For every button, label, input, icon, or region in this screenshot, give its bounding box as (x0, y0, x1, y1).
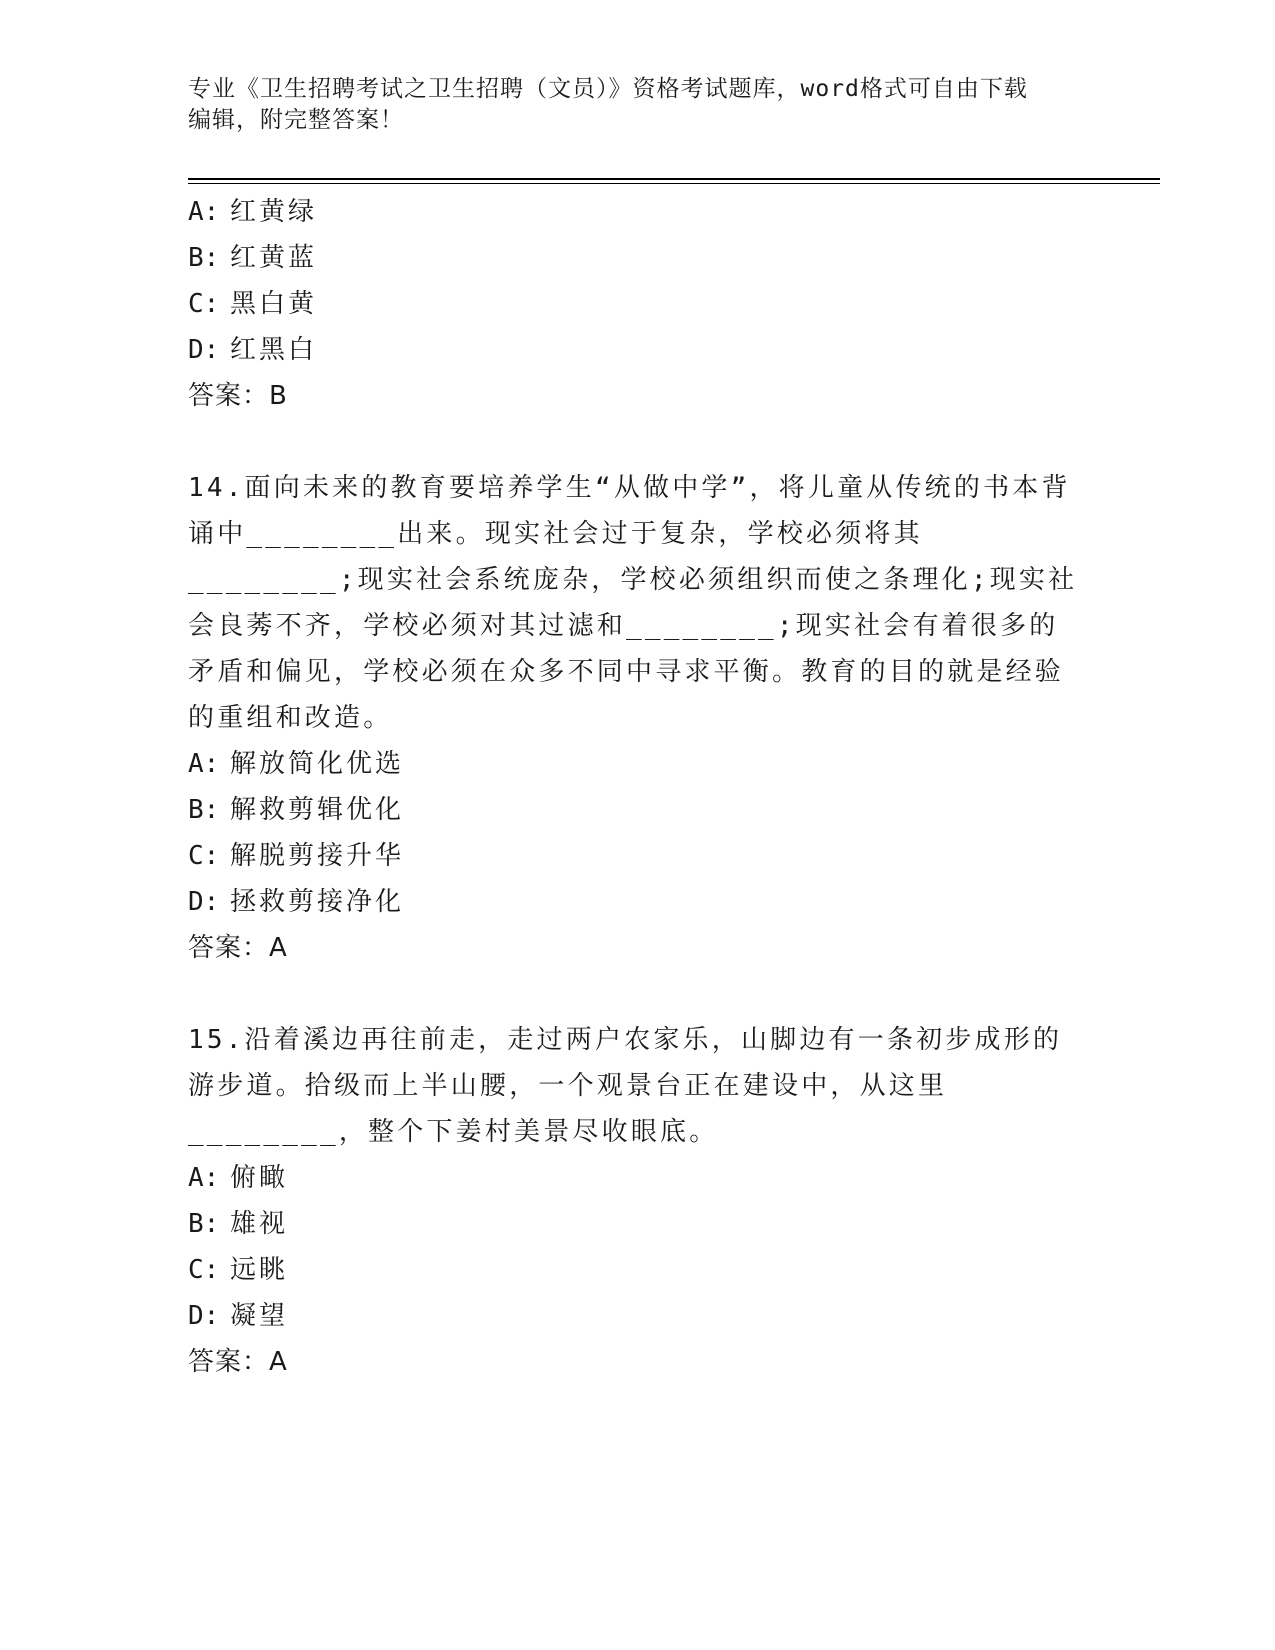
option-a: A: 红黄绿 (188, 197, 318, 227)
option-d: D: 红黑白 (188, 335, 318, 365)
option-c: C: 解脱剪接升华 (188, 841, 405, 871)
document-body (188, 189, 1088, 1385)
answer-line: 答案：B (188, 381, 288, 411)
question-text: 14.面向未来的教育要培养学生“从做中学”，将儿童从传统的书本背诵中________出来。现实社会过于复杂，学校必须将其________;现实社会系统庞杂，学校必须组织而使之条理化;现实社会良莠不齐，学校必须对其过滤和________;现实社会有着很多的矛盾和偏见，学校必须在众多不同中寻求平衡。教育的目的就是经验的重组和改造。 (188, 473, 1078, 733)
option-b: B: 雄视 (188, 1209, 289, 1239)
option-d: D: 凝望 (188, 1301, 289, 1331)
header-line-2: 编辑，附完整答案！ (188, 107, 404, 133)
question-text: 15.沿着溪边再往前走，走过两户农家乐，山脚边有一条初步成形的游步道。拾级而上半山腰，一个观景台正在建设中，从这里________，整个下姜村美景尽收眼底。 (188, 1025, 1063, 1147)
option-c: C: 黑白黄 (188, 289, 318, 319)
header-line-1: 专业《卫生招聘考试之卫生招聘（文员）》资格考试题库，word格式可自由下载 (188, 76, 1028, 102)
header-divider-thick (188, 178, 1160, 180)
question-13-block (188, 189, 1088, 419)
page-header (188, 74, 1088, 136)
question-15-block (188, 1017, 1088, 1385)
option-b: B: 红黄蓝 (188, 243, 318, 273)
option-a: A: 解放简化优选 (188, 749, 405, 779)
option-d: D: 拯救剪接净化 (188, 887, 405, 917)
option-b: B: 解救剪辑优化 (188, 795, 405, 825)
question-14-block (188, 465, 1088, 971)
option-a: A: 俯瞰 (188, 1163, 289, 1193)
answer-line: 答案：A (188, 933, 288, 963)
header-divider-thin (188, 183, 1160, 184)
option-c: C: 远眺 (188, 1255, 289, 1285)
answer-line: 答案：A (188, 1347, 288, 1377)
